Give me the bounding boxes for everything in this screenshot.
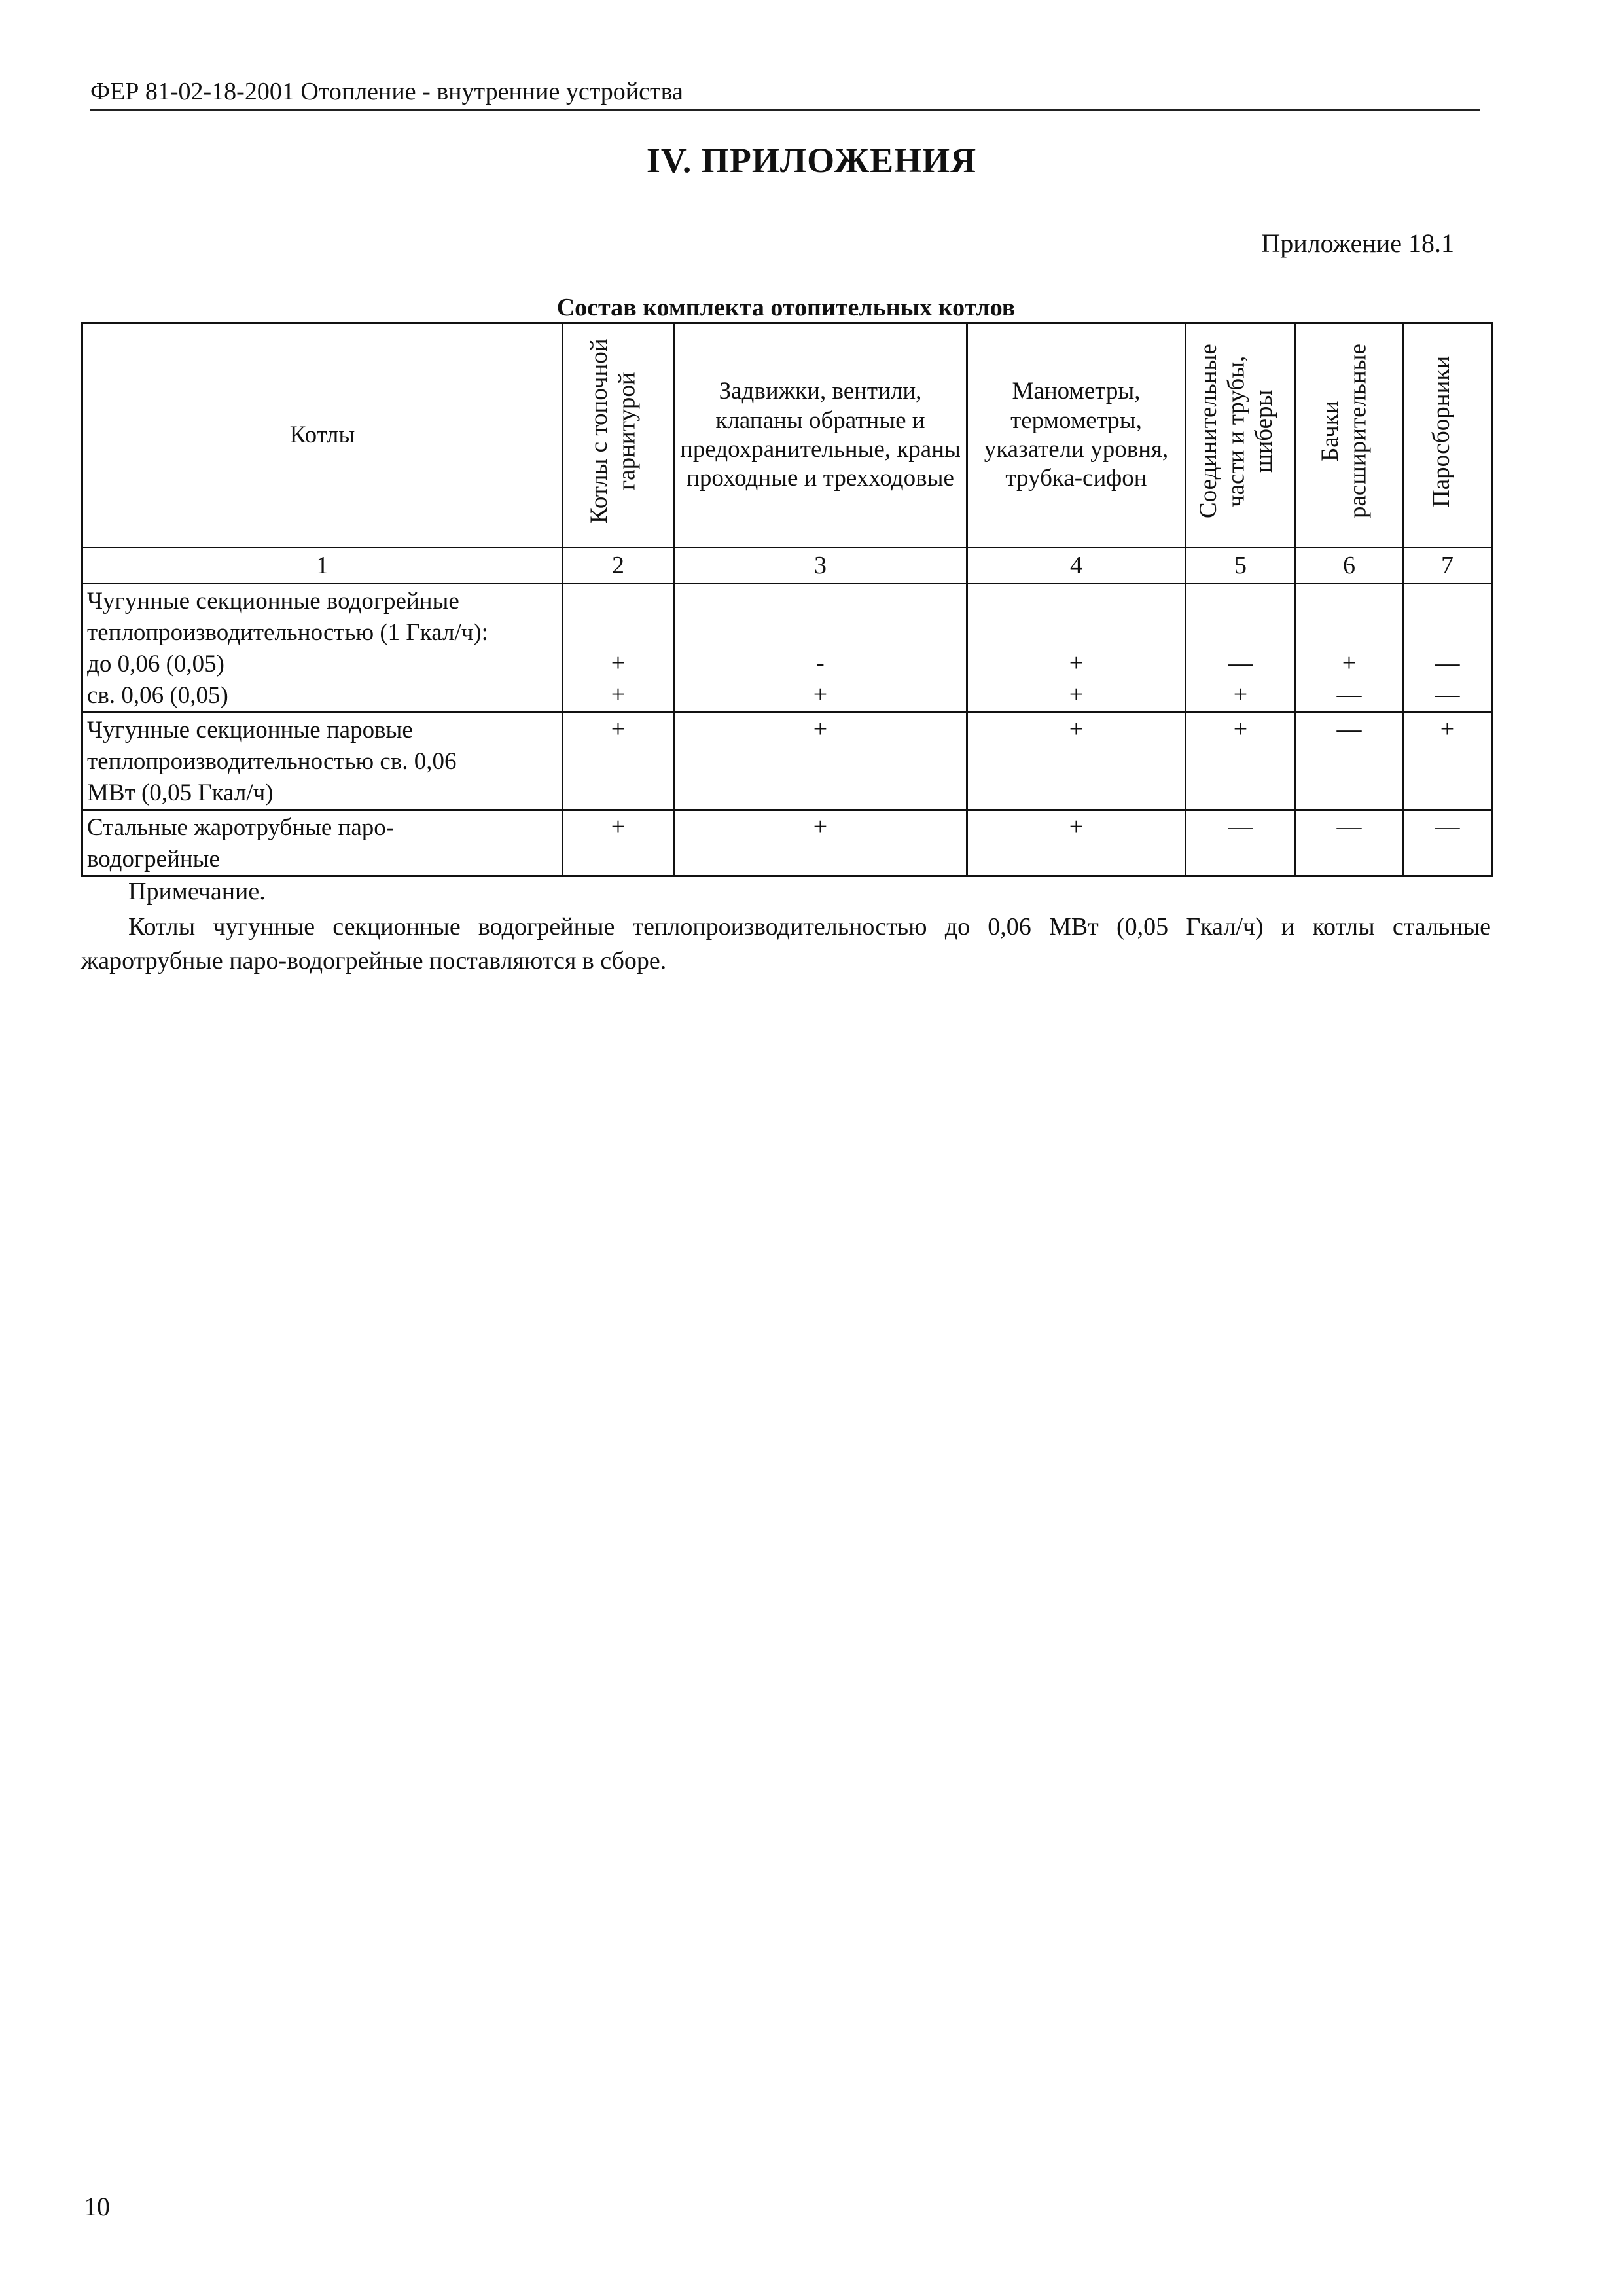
table-caption: Состав комплекта отопительных котлов <box>556 294 1016 321</box>
cell-value: + <box>813 715 828 743</box>
cell-value: + <box>1069 715 1084 743</box>
table-cell <box>1296 584 1403 713</box>
header-label: Соединительные части и трубы, шиберы <box>1194 344 1277 519</box>
cell-value <box>563 616 673 647</box>
cell-value <box>675 584 966 616</box>
cell-value: + <box>1069 681 1084 708</box>
note-title: Примечание. <box>128 878 266 905</box>
cell-value: — <box>1228 813 1253 840</box>
header-label: Задвижки, вентили, клапаны обратные и предохранительные, краны проходные и трехходовые <box>680 378 961 492</box>
cell-value <box>563 584 673 616</box>
table-row <box>82 713 1492 810</box>
cell-value: — <box>1336 681 1362 708</box>
header-label: Котлы <box>289 421 355 448</box>
boiler-type-line: Чугунные секционные паровые <box>87 717 413 744</box>
boiler-kit-table <box>81 322 1493 877</box>
table-cell <box>1186 810 1296 876</box>
table-cell <box>674 810 967 876</box>
header-label: Манометры, термометры, указатели уровня, трубка-сифон <box>984 378 1169 492</box>
cell-value: — <box>1228 649 1253 677</box>
header-gauges <box>967 323 1186 548</box>
header-label: Бачки расширительные <box>1316 344 1372 519</box>
boiler-type-cell <box>82 713 563 810</box>
cell-value: — <box>1435 649 1460 677</box>
table-cell <box>1186 584 1296 713</box>
table-cell <box>1186 713 1296 810</box>
cell-value: + <box>813 813 828 840</box>
cell-value <box>968 616 1185 647</box>
header-steam-collectors <box>1403 323 1492 548</box>
table-header-row <box>82 323 1492 548</box>
boiler-type-line: св. 0,06 (0,05) <box>87 682 228 709</box>
document-header: ФЕР 81-02-18-2001 Отопление - внутренние устройства <box>90 78 683 105</box>
column-number: 3 <box>674 548 967 584</box>
cell-value <box>968 584 1185 616</box>
boiler-type-cell <box>82 584 563 713</box>
boiler-type-cell <box>82 810 563 876</box>
table-cell <box>674 584 967 713</box>
column-number: 7 <box>1403 548 1492 584</box>
table-cell <box>1403 713 1492 810</box>
cell-value: + <box>813 681 828 708</box>
boiler-type-line: МВт (0,05 Гкал/ч) <box>87 780 274 806</box>
table-cell <box>1296 810 1403 876</box>
cell-value: + <box>1233 681 1248 708</box>
cell-value: — <box>1435 813 1460 840</box>
table-cell <box>563 810 674 876</box>
table-row <box>82 810 1492 876</box>
column-number: 2 <box>563 548 674 584</box>
table-cell <box>1296 713 1403 810</box>
table-cell <box>1403 810 1492 876</box>
column-number: 6 <box>1296 548 1403 584</box>
column-number-row <box>82 548 1492 584</box>
cell-value <box>1404 584 1491 616</box>
column-number: 4 <box>967 548 1186 584</box>
cell-value: - <box>816 649 825 677</box>
boiler-type-line: теплопроизводительностью (1 Гкал/ч): <box>87 619 488 646</box>
cell-value <box>1404 616 1491 647</box>
header-furnace-fittings <box>563 323 674 548</box>
appendix-label: Приложение 18.1 <box>1261 228 1454 258</box>
header-expansion-tanks <box>1296 323 1403 548</box>
cell-value: — <box>1336 715 1362 743</box>
table-cell <box>967 713 1186 810</box>
column-number: 1 <box>82 548 563 584</box>
cell-value: + <box>611 681 626 708</box>
cell-value <box>1186 616 1294 647</box>
header-boilers <box>82 323 563 548</box>
table-cell <box>674 713 967 810</box>
cell-value <box>1296 616 1402 647</box>
table-row <box>82 584 1492 713</box>
table-cell <box>563 584 674 713</box>
boiler-type-line: теплопроизводительностью св. 0,06 <box>87 748 457 775</box>
header-connecting-parts <box>1186 323 1296 548</box>
header-label: Котлы с топочной гарнитурой <box>585 339 641 524</box>
boiler-type-line: Чугунные секционные водогрейные <box>87 588 459 615</box>
cell-value: — <box>1435 681 1460 708</box>
note-body: Котлы чугунные секционные водогрейные теплопроизводительностью до 0,06 МВт (0,05 Гкал/ч) и котлы стальные жаротрубные паро-водогрейные поставляются в сборе. <box>81 913 1491 975</box>
cell-value: + <box>611 649 626 677</box>
cell-value <box>1186 584 1294 616</box>
cell-value <box>675 616 966 647</box>
cell-value: + <box>611 715 626 743</box>
cell-value: + <box>611 813 626 840</box>
table-cell <box>967 584 1186 713</box>
section-title: IV. ПРИЛОЖЕНИЯ <box>646 141 977 180</box>
table-cell <box>1403 584 1492 713</box>
boiler-type-line: водогрейные <box>87 846 220 872</box>
header-rule <box>90 109 1480 111</box>
table-cell <box>967 810 1186 876</box>
header-valves <box>674 323 967 548</box>
boiler-type-line: Стальные жаротрубные паро- <box>87 814 395 841</box>
cell-value: + <box>1440 715 1455 743</box>
cell-value <box>1296 584 1402 616</box>
cell-value: + <box>1233 715 1248 743</box>
column-number: 5 <box>1186 548 1296 584</box>
cell-value: + <box>1342 649 1357 677</box>
cell-value: + <box>1069 649 1084 677</box>
cell-value: — <box>1336 813 1362 840</box>
page-number: 10 <box>84 2192 110 2221</box>
header-label: Паросборники <box>1427 355 1455 507</box>
boiler-type-line: до 0,06 (0,05) <box>87 651 224 677</box>
cell-value: + <box>1069 813 1084 840</box>
table-cell <box>563 713 674 810</box>
